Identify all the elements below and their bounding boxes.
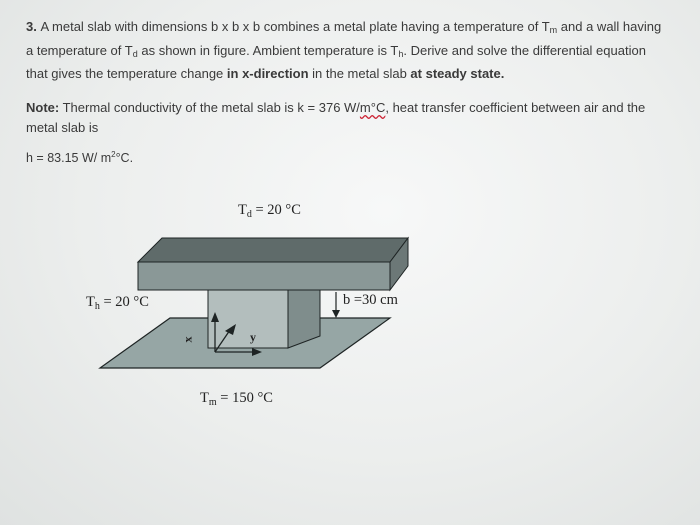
b-dimension-arrow xyxy=(332,310,340,318)
emphasis-steady-state: at steady state. xyxy=(410,66,505,81)
unit-k: m°C xyxy=(359,100,386,115)
slab-front-face xyxy=(208,288,288,348)
note-paragraph: Note: Thermal conductivity of the metal slab is k = 376 W/m°C, heat transfer coefficient between air and the metal slab is xyxy=(26,100,646,135)
b-dimension-label: b =30 cm xyxy=(343,292,398,308)
note-label: Note: xyxy=(26,100,60,115)
tm-label: $T_m = 150$ °C xyxy=(200,390,273,408)
problem-text-1: A metal slab with dimensions b x b x b combines a metal plate having a temperature of T xyxy=(40,19,550,34)
slab-figure xyxy=(80,190,440,425)
td-label: $T_d = 20$ °C xyxy=(238,202,301,220)
wall-front-face xyxy=(138,262,390,290)
problem-number: 3. xyxy=(26,19,37,34)
x-axis-label: x xyxy=(180,336,195,343)
y-axis-label: y xyxy=(250,330,256,344)
problem-statement: 3. A metal slab with dimensions b x b x b combines a metal plate having a temperature of $T_m$ and a wall having a temperature of $T_d$ as shown in figure. Ambient temperature is $T_h$. Derive and solve the differential equation that gives the temperature change in x-direction in the metal slab at steady state. xyxy=(26,19,662,81)
wall-top-face xyxy=(138,238,408,262)
th-label: $T_h = 20$ °C xyxy=(86,294,149,312)
emphasis-x-direction: in x-direction xyxy=(226,66,309,81)
h-coefficient: h = 83.15 W/ $m^2^\circ C$. xyxy=(26,150,134,166)
